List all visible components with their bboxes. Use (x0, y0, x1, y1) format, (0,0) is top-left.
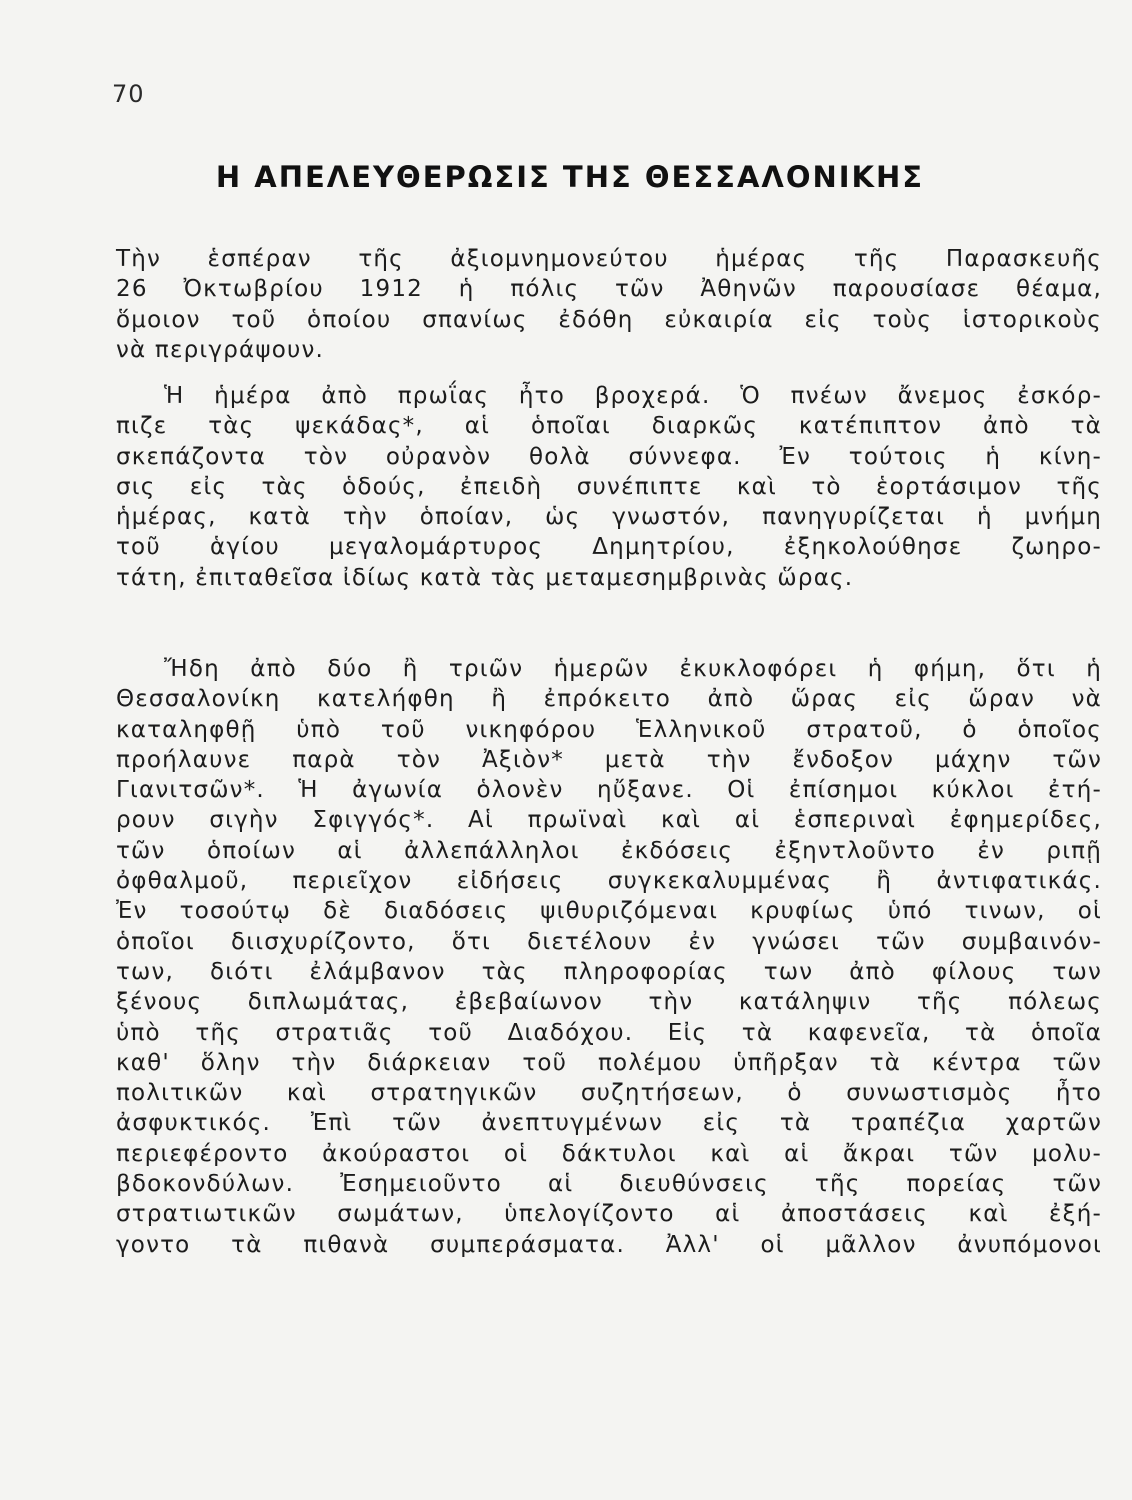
text-line: 26 Ὀκτωβρίου 1912 ἡ πόλις τῶν Ἀθηνῶν παρουσίασε θέαμα, (116, 276, 1102, 303)
text-line: προήλαυνε παρὰ τὸν Ἀξιὸν* μετὰ τὴν ἔνδοξον μάχην τῶν (116, 746, 1102, 773)
text-line: γοντο τὰ πιθανὰ συμπεράσματα. Ἀλλ' οἱ μᾶλλον ἀνυπόμονοι (116, 1231, 1102, 1258)
text-line: πιζε τὰς ψεκάδας*, αἱ ὁποῖαι διαρκῶς κατέπιπτον ἀπὸ τὰ (116, 413, 1102, 440)
text-line: καθ' ὅλην τὴν διάρκειαν τοῦ πολέμου ὑπῆρξαν τὰ κέντρα τῶν (116, 1049, 1102, 1076)
text-line: Θεσσαλονίκη κατελήφθη ἢ ἐπρόκειτο ἀπὸ ὥρας εἰς ὥραν νὰ (116, 686, 1102, 713)
text-line: ὁποῖοι διισχυρίζοντο, ὅτι διετέλουν ἐν γνώσει τῶν συμβαινόν- (116, 928, 1102, 955)
text-line: πολιτικῶν καὶ στρατηγικῶν συζητήσεων, ὁ συνωστισμὸς ἦτο (116, 1080, 1102, 1107)
text-line: στρατιωτικῶν σωμάτων, ὑπελογίζοντο αἱ ἀποστάσεις καὶ ἐξή- (116, 1201, 1102, 1228)
text-line: ὅμοιον τοῦ ὁποίου σπανίως ἐδόθη εὐκαιρία εἰς τοὺς ἱστορικοὺς (116, 306, 1102, 333)
text-line: περιεφέροντο ἀκούραστοι οἱ δάκτυλοι καὶ αἱ ἄκραι τῶν μολυ- (116, 1140, 1102, 1167)
text-line: ξένους διπλωμάτας, ἐβεβαίωνον τὴν κατάληψιν τῆς πόλεως (116, 989, 1102, 1016)
text-line: Ἡ ἡμέρα ἀπὸ πρωΐας ἦτο βροχερά. Ὁ πνέων ἄνεμος ἐσκόρ- (164, 383, 1102, 409)
text-line: ὀφθαλμοῦ, περιεῖχον εἰδήσεις συγκεκαλυμμένας ἢ ἀντιφατικάς. (116, 868, 1102, 895)
text-line: σις εἰς τὰς ὁδούς, ἐπειδὴ συνέπιπτε καὶ τὸ ἑορτάσιμον τῆς (116, 473, 1102, 500)
paragraph-3 (116, 654, 1102, 1260)
text-line: βδοκονδύλων. Ἐσημειοῦντο αἱ διευθύνσεις τῆς πορείας τῶν (116, 1171, 1102, 1198)
text-line: νὰ περιγράψουν. (116, 336, 325, 363)
text-line: ἀσφυκτικός. Ἐπὶ τῶν ἀνεπτυγμένων εἰς τὰ τραπέζια χαρτῶν (116, 1110, 1102, 1137)
text-line: Ἐν τοσούτῳ δὲ διαδόσεις ψιθυριζόμεναι κρυφίως ὑπό τινων, οἱ (116, 898, 1102, 925)
text-line: καταληφθῇ ὑπὸ τοῦ νικηφόρου Ἑλληνικοῦ στρατοῦ, ὁ ὁποῖος (116, 716, 1102, 743)
paragraph-2 (116, 381, 1102, 593)
page-number: 70 (112, 80, 145, 108)
text-line: τάτη, ἐπιταθεῖσα ἰδίως κατὰ τὰς μεταμεσημβρινὰς ὥρας. (116, 564, 854, 591)
chapter-title: Η ΑΠΕΛΕΥΘΕΡΩΣΙΣ ΤΗΣ ΘΕΣΣΑΛΟΝΙΚΗΣ (215, 160, 925, 194)
text-line: ἡμέρας, κατὰ τὴν ὁποίαν, ὡς γνωστόν, πανηγυρίζεται ἡ μνήμη (116, 504, 1102, 531)
text-line: Τὴν ἑσπέραν τῆς ἀξιομνημονεύτου ἡμέρας τῆς Παρασκευῆς (116, 246, 1102, 272)
text-line: Γιανιτσῶν*. Ἡ ἀγωνία ὁλονὲν ηὔξανε. Οἱ ἐπίσημοι κύκλοι ἐτή- (116, 777, 1102, 804)
text-line: ὑπὸ τῆς στρατιᾶς τοῦ Διαδόχου. Εἰς τὰ καφενεῖα, τὰ ὁποῖα (116, 1019, 1102, 1046)
text-line: ρουν σιγὴν Σφιγγός*. Αἱ πρωϊναὶ καὶ αἱ ἑσπεριναὶ ἐφημερίδες, (116, 807, 1102, 834)
text-line: των, διότι ἐλάμβανον τὰς πληροφορίας των ἀπὸ φίλους των (116, 958, 1102, 985)
text-line: Ἤδη ἀπὸ δύο ἢ τριῶν ἡμερῶν ἐκυκλοφόρει ἡ φήμη, ὅτι ἡ (164, 656, 1102, 682)
paragraph-1 (116, 244, 1102, 365)
text-line: σκεπάζοντα τὸν οὐρανὸν θολὰ σύννεφα. Ἐν τούτοις ἡ κίνη- (116, 443, 1102, 470)
text-line: τῶν ὁποίων αἱ ἀλλεπάλληλοι ἐκδόσεις ἐξηντλοῦντο ἐν ριπῇ (116, 837, 1102, 864)
text-line: τοῦ ἁγίου μεγαλομάρτυρος Δημητρίου, ἐξηκολούθησε ζωηρο- (116, 534, 1102, 561)
